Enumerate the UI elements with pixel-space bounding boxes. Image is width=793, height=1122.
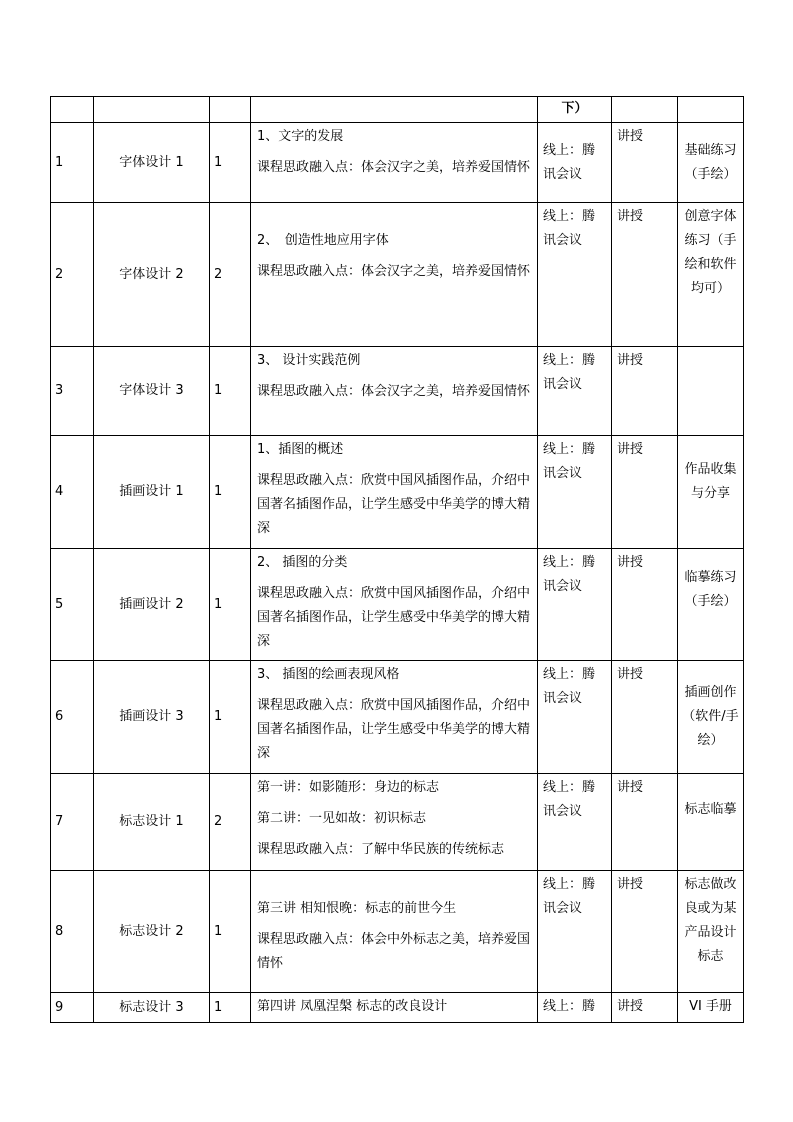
course-name: 插画设计 3 [93,660,210,774]
teaching-method: 线上：腾讯会议 [537,202,612,347]
teaching-method: 线上：腾讯会议 [537,435,612,549]
course-name: 标志设计 2 [93,870,210,993]
row-number: 5 [50,548,94,661]
course-name: 字体设计 2 [93,202,210,347]
teaching-method: 线上：腾讯会议 [537,660,612,774]
course-content [250,548,538,661]
teaching-form: 讲授 [611,870,678,993]
content-line: 课程思政融入点：体会汉字之美，培养爱国情怀 [257,384,531,399]
teaching-method: 线上：腾讯会议 [537,346,612,436]
course-hours: 2 [209,202,251,347]
course-hours: 1 [209,992,251,1023]
teaching-form: 讲授 [611,202,678,347]
content-line: 课程思政融入点：欣赏中国风插图作品，介绍中国著名插图作品，让学生感受中华美学的博大精深 [257,698,531,761]
homework: 插画创作（软件/手绘） [677,660,744,774]
homework: 创意字体练习（手绘和软件均可） [677,202,744,347]
header-cell [250,96,538,123]
content-line: 课程思政融入点：了解中华民族的传统标志 [257,842,505,857]
course-name: 标志设计 3 [93,992,210,1023]
teaching-form: 讲授 [611,346,678,436]
row-number: 8 [50,870,94,993]
teaching-form: 讲授 [611,435,678,549]
content-line: 2、 插图的分类 [257,555,348,570]
course-name: 插画设计 2 [93,548,210,661]
teaching-form: 讲授 [611,122,678,203]
course-hours: 1 [209,122,251,203]
homework: VI 手册 [677,992,744,1023]
teaching-form: 讲授 [611,548,678,661]
row-number: 3 [50,346,94,436]
course-content [250,346,538,436]
header-cell [209,96,251,123]
content-line: 1、文字的发展 [257,129,344,144]
content-line: 2、 创造性地应用字体 [257,233,389,248]
row-number: 4 [50,435,94,549]
content-line: 3、 插图的绘画表现风格 [257,667,400,682]
teaching-form: 讲授 [611,992,678,1023]
course-content [250,202,538,347]
content-line: 课程思政融入点：体会汉字之美，培养爱国情怀 [257,264,531,279]
course-hours: 1 [209,660,251,774]
content-line: 课程思政融入点：体会汉字之美，培养爱国情怀 [257,160,531,175]
row-number: 9 [50,992,94,1023]
content-line: 3、 设计实践范例 [257,353,361,368]
homework [677,346,744,436]
homework: 临摹练习（手绘） [677,548,744,661]
course-content [250,870,538,993]
content-line: 第二讲：一见如故：初识标志 [257,811,427,826]
content-line: 1、插图的概述 [257,442,344,457]
content-line: 课程思政融入点：体会中外标志之美，培养爱国情怀 [257,932,531,971]
teaching-form: 讲授 [611,773,678,871]
course-hours: 1 [209,548,251,661]
content-line: 课程思政融入点：欣赏中国风插图作品，介绍中国著名插图作品，让学生感受中华美学的博大精深 [257,586,531,649]
homework: 标志临摹 [677,773,744,871]
header-cell [50,96,94,123]
header-cell [677,96,744,123]
row-number: 6 [50,660,94,774]
course-content [250,992,538,1023]
course-content [250,435,538,549]
course-name: 字体设计 3 [93,346,210,436]
homework: 作品收集与分享 [677,435,744,549]
course-content [250,122,538,203]
content-line: 第一讲：如影随形：身边的标志 [257,780,440,795]
course-name: 插画设计 1 [93,435,210,549]
row-number: 2 [50,202,94,347]
course-hours: 1 [209,346,251,436]
header-cell [93,96,210,123]
course-name: 字体设计 1 [93,122,210,203]
course-hours: 1 [209,870,251,993]
content-line: 第三讲 相知恨晚：标志的前世今生 [257,901,457,916]
teaching-method: 线上：腾 [537,992,612,1023]
course-name: 标志设计 1 [93,773,210,871]
header-cell [611,96,678,123]
content-line: 课程思政融入点：欣赏中国风插图作品，介绍中国著名插图作品，让学生感受中华美学的博大精深 [257,473,531,536]
teaching-method: 线上：腾讯会议 [537,870,612,993]
homework: 标志做改良或为某产品设计标志 [677,870,744,993]
header-cell: 下） [537,96,612,123]
course-hours: 1 [209,435,251,549]
content-line: 第四讲 凤凰涅槃 标志的改良设计 [257,999,448,1014]
teaching-form: 讲授 [611,660,678,774]
row-number: 1 [50,122,94,203]
course-content [250,660,538,774]
row-number: 7 [50,773,94,871]
teaching-method: 线上：腾讯会议 [537,773,612,871]
course-content [250,773,538,871]
homework: 基础练习（手绘） [677,122,744,203]
course-hours: 2 [209,773,251,871]
teaching-method: 线上：腾讯会议 [537,548,612,661]
course-schedule-table [50,96,743,1022]
teaching-method: 线上：腾讯会议 [537,122,612,203]
